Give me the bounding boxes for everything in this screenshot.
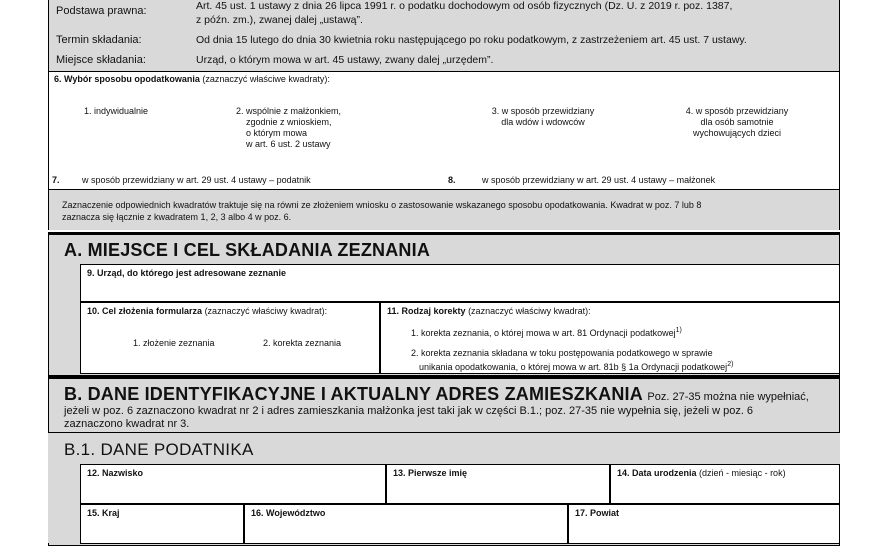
sec6-info-line1: Zaznaczenie odpowiednich kwadratów traktuje się na równi ze złożeniem wniosku o zastosowanie wskazanego sposobu opodatkowania. Kwadrat w poz. 7 lub 8 (62, 200, 702, 210)
field-15-label: 15. Kraj (87, 508, 120, 518)
pos7-number: 7. (52, 175, 60, 185)
field-9-urzad[interactable] (80, 264, 840, 302)
field-10-option-1[interactable]: 1. złożenie zeznania (133, 338, 215, 348)
field-13-imie[interactable] (386, 464, 610, 504)
field-10-label: 10. Cel złożenia formularza (zaznaczyć właściwy kwadrat): (87, 306, 328, 316)
sec6-option-4-line1: 4. w sposób przewidziany (685, 106, 789, 116)
sec6-info-line2: zaznacza się łącznie z kwadratem 1, 2, 3 albo 4 w poz. 6. (62, 212, 292, 222)
field-15-kraj[interactable] (80, 504, 244, 544)
sec6-option-2[interactable] (236, 106, 376, 150)
sec6-option-2-line4: w art. 6 ust. 2 ustawy (246, 139, 331, 149)
field-10-option-2[interactable]: 2. korekta zeznania (263, 338, 342, 348)
sec6-option-3-line1: 3. w sposób przewidziany (491, 106, 595, 116)
field-9-label: 9. Urząd, do którego jest adresowane zeznanie (87, 268, 287, 278)
sec6-option-2-line3: o którym mowa (246, 128, 308, 138)
sec6-label: 6. Wybór sposobu opodatkowania (zaznaczyć właściwe kwadraty): (54, 74, 330, 84)
field-17-powiat[interactable] (568, 504, 840, 544)
termin-value: Od dnia 15 lutego do dnia 30 kwietnia roku następującego po roku podatkowym, z zastrzeżeniem art. 45 ust. 7 ustawy. (196, 34, 747, 46)
field-11-option-2[interactable] (411, 348, 733, 373)
field-12-label: 12. Nazwisko (87, 468, 144, 478)
sec6-option-2-line2: zgodnie z wnioskiem, (246, 117, 332, 127)
section-b1-title: B.1. DANE PODATNIKA (64, 440, 254, 459)
field-17-label: 17. Powiat (575, 508, 620, 518)
field-11-rodzaj-korekty (380, 302, 840, 374)
section-b-note-line2: jeżeli w poz. 6 zaznaczono kwadrat nr 2 i adres zamieszkania małżonka jest taki jak w części B.1.; poz. 27-35 nie wypełnia się, jeżeli w poz. 6 (64, 405, 754, 417)
field-11-label: 11. Rodzaj korekty (zaznaczyć właściwy kwadrat): (387, 306, 591, 316)
pos8-number: 8. (448, 175, 456, 185)
sec6-option-1[interactable]: 1. indywidualnie (84, 106, 149, 116)
section-b-title: B. DANE IDENTYFIKACYJNE I AKTUALNY ADRES ZAMIESZKANIA (64, 384, 643, 404)
field-16-label: 16. Województwo (251, 508, 326, 518)
field-10-cel (80, 302, 380, 374)
field-14-label: 14. Data urodzenia (dzień - miesiąc - rok) (617, 468, 786, 478)
section-b-header (64, 384, 834, 405)
podstawa-value-line1: Art. 45 ust. 1 ustawy z dnia 26 lipca 1991 r. o podatku dochodowym od osób fizycznych (Dz. U. z 2019 r. poz. 1387, (196, 0, 733, 12)
section-b-note-line3: zaznaczono kwadrat nr 3. (64, 418, 190, 430)
miejsce-label: Miejsce składania: (56, 54, 146, 66)
sec6-option-4-line2: dla osób samotnie (700, 117, 774, 127)
section-b-note-line1: Poz. 27-35 można nie wypełniać, (647, 391, 809, 403)
field-13-label: 13. Pierwsze imię (393, 468, 468, 478)
pos8-option[interactable]: w sposób przewidziany w art. 29 ust. 4 ustawy – małżonek (482, 175, 716, 185)
field-11-option-1[interactable]: 1. korekta zeznania, o której mowa w art. 81 Ordynacji podatkowej$^{1)}$ (411, 327, 682, 338)
pos7-option[interactable]: w sposób przewidziany w art. 29 ust. 4 ustawy – podatnik (82, 175, 311, 185)
termin-label: Termin składania: (56, 34, 142, 46)
sec6-option-2-line1: 2. wspólnie z małżonkiem, (236, 106, 342, 116)
podstawa-label: Podstawa prawna: (56, 5, 147, 17)
sec6-option-3-line2: dla wdów i wdowców (501, 117, 585, 127)
podstawa-value-line2: z późn. zm.), zwanej dalej „ustawą”. (196, 14, 363, 26)
field-11-option-2-line2: unikania opodatkowania, o której mowa w art. 81b § 1a Ordynacji podatkowej$^{2)}$ (419, 361, 734, 372)
sec6-option-4[interactable] (672, 106, 802, 139)
field-11-option-2-line1: 2. korekta zeznania składana w toku postępowania podatkowego w sprawie (411, 348, 713, 358)
miejsce-value: Urząd, o którym mowa w art. 45 ustawy, zwany dalej „urzędem”. (196, 54, 494, 66)
field-12-nazwisko[interactable] (80, 464, 386, 504)
sec6-option-4-line3: wychowujących dzieci (692, 128, 782, 138)
field-14-data-urodzenia[interactable] (610, 464, 840, 504)
sec6-option-3[interactable] (478, 106, 608, 128)
section-a-title: A. MIEJSCE I CEL SKŁADANIA ZEZNANIA (64, 240, 431, 260)
field-16-wojewodztwo[interactable] (244, 504, 568, 544)
